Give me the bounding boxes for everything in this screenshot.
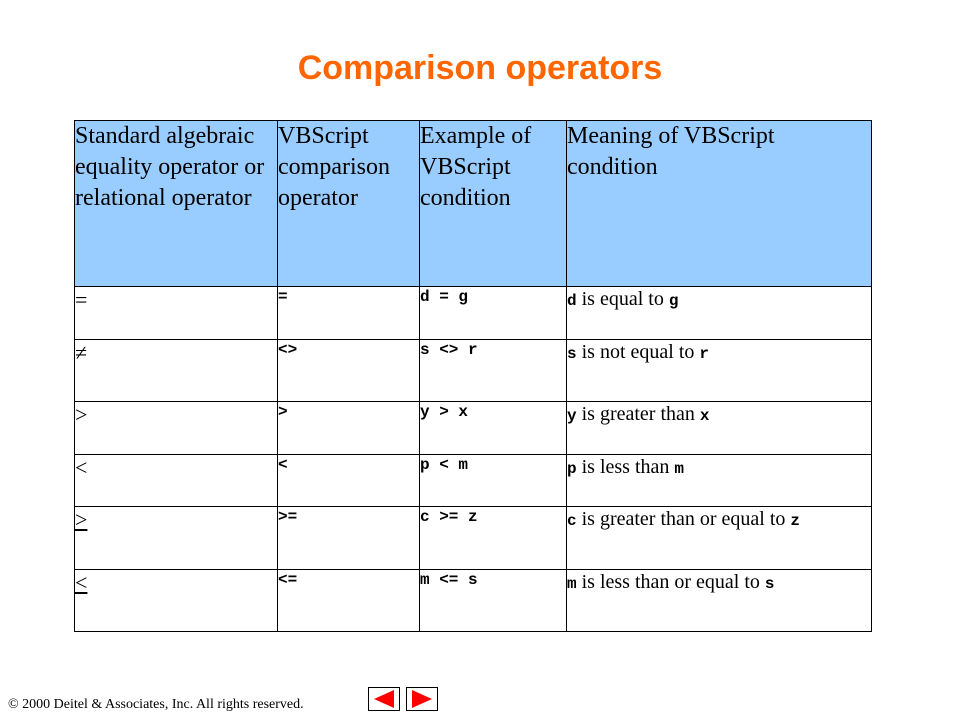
meaning-left-var: y — [567, 407, 577, 425]
meaning-cell — [567, 287, 872, 340]
vbscript-operator-cell: > — [278, 402, 420, 455]
column-header-algebraic: Standard algebraic equality operator or relational operator — [75, 121, 278, 287]
meaning-left-var: c — [567, 512, 577, 530]
table-header-row — [75, 121, 872, 287]
vbscript-operator-cell: <> — [278, 340, 420, 402]
vbscript-operator-cell: = — [278, 287, 420, 340]
meaning-text: is not equal to — [576, 341, 700, 363]
algebraic-operator-cell: ≠ — [75, 340, 278, 402]
meaning-left-var: m — [567, 575, 577, 593]
example-condition-cell: p < m — [420, 455, 567, 507]
meaning-text: is greater than or equal to — [576, 508, 791, 530]
meaning-cell — [567, 570, 872, 632]
table-row — [75, 340, 872, 402]
algebraic-operator-cell: > — [75, 402, 278, 455]
meaning-right-var: x — [699, 407, 710, 425]
meaning-cell — [567, 340, 872, 402]
meaning-text: is less than — [576, 456, 675, 478]
meaning-right-var: m — [674, 460, 684, 478]
left-triangle-icon — [368, 687, 400, 711]
algebraic-operator-cell — [75, 507, 278, 570]
table-row — [75, 402, 872, 455]
meaning-right-var: g — [668, 292, 679, 310]
meaning-text: is greater than — [576, 403, 700, 425]
table-row — [75, 507, 872, 570]
example-condition-cell: s <> r — [420, 340, 567, 402]
algebraic-operator-cell: = — [75, 287, 278, 340]
example-condition-cell: y > x — [420, 402, 567, 455]
next-slide-button[interactable] — [406, 687, 438, 711]
meaning-cell — [567, 402, 872, 455]
vbscript-operator-cell: >= — [278, 507, 420, 570]
example-condition-cell: c >= z — [420, 507, 567, 570]
table-row — [75, 287, 872, 340]
meaning-text: is equal to — [576, 288, 669, 310]
comparison-operators-table — [74, 120, 872, 632]
column-header-meaning: Meaning of VBScript condition — [567, 121, 872, 287]
table-row — [75, 455, 872, 507]
meaning-cell — [567, 455, 872, 507]
algebraic-operator-cell: < — [75, 455, 278, 507]
table-row — [75, 570, 872, 632]
meaning-left-var: d — [567, 292, 577, 310]
previous-slide-button[interactable] — [368, 687, 400, 711]
copyright-footer: © 2000 Deitel & Associates, Inc. All rights reserved. — [8, 697, 304, 712]
column-header-vbscript-operator: VBScript comparison operator — [278, 121, 420, 287]
greater-or-equal-symbol: > — [75, 507, 88, 532]
meaning-right-var: z — [790, 512, 801, 530]
vbscript-operator-cell: <= — [278, 570, 420, 632]
example-condition-cell: m <= s — [420, 570, 567, 632]
less-or-equal-symbol: < — [75, 570, 88, 595]
right-triangle-icon — [406, 687, 438, 711]
meaning-cell — [567, 507, 872, 570]
meaning-right-var: s — [764, 575, 775, 593]
meaning-left-var: p — [567, 460, 577, 478]
column-header-example: Example of VBScript condition — [420, 121, 567, 287]
vbscript-operator-cell: < — [278, 455, 420, 507]
meaning-left-var: s — [567, 345, 577, 363]
meaning-text: is less than or equal to — [576, 571, 765, 593]
meaning-right-var: r — [699, 345, 709, 363]
page-title: Comparison operators — [297, 49, 663, 87]
example-condition-cell: d = g — [420, 287, 567, 340]
algebraic-operator-cell — [75, 570, 278, 632]
